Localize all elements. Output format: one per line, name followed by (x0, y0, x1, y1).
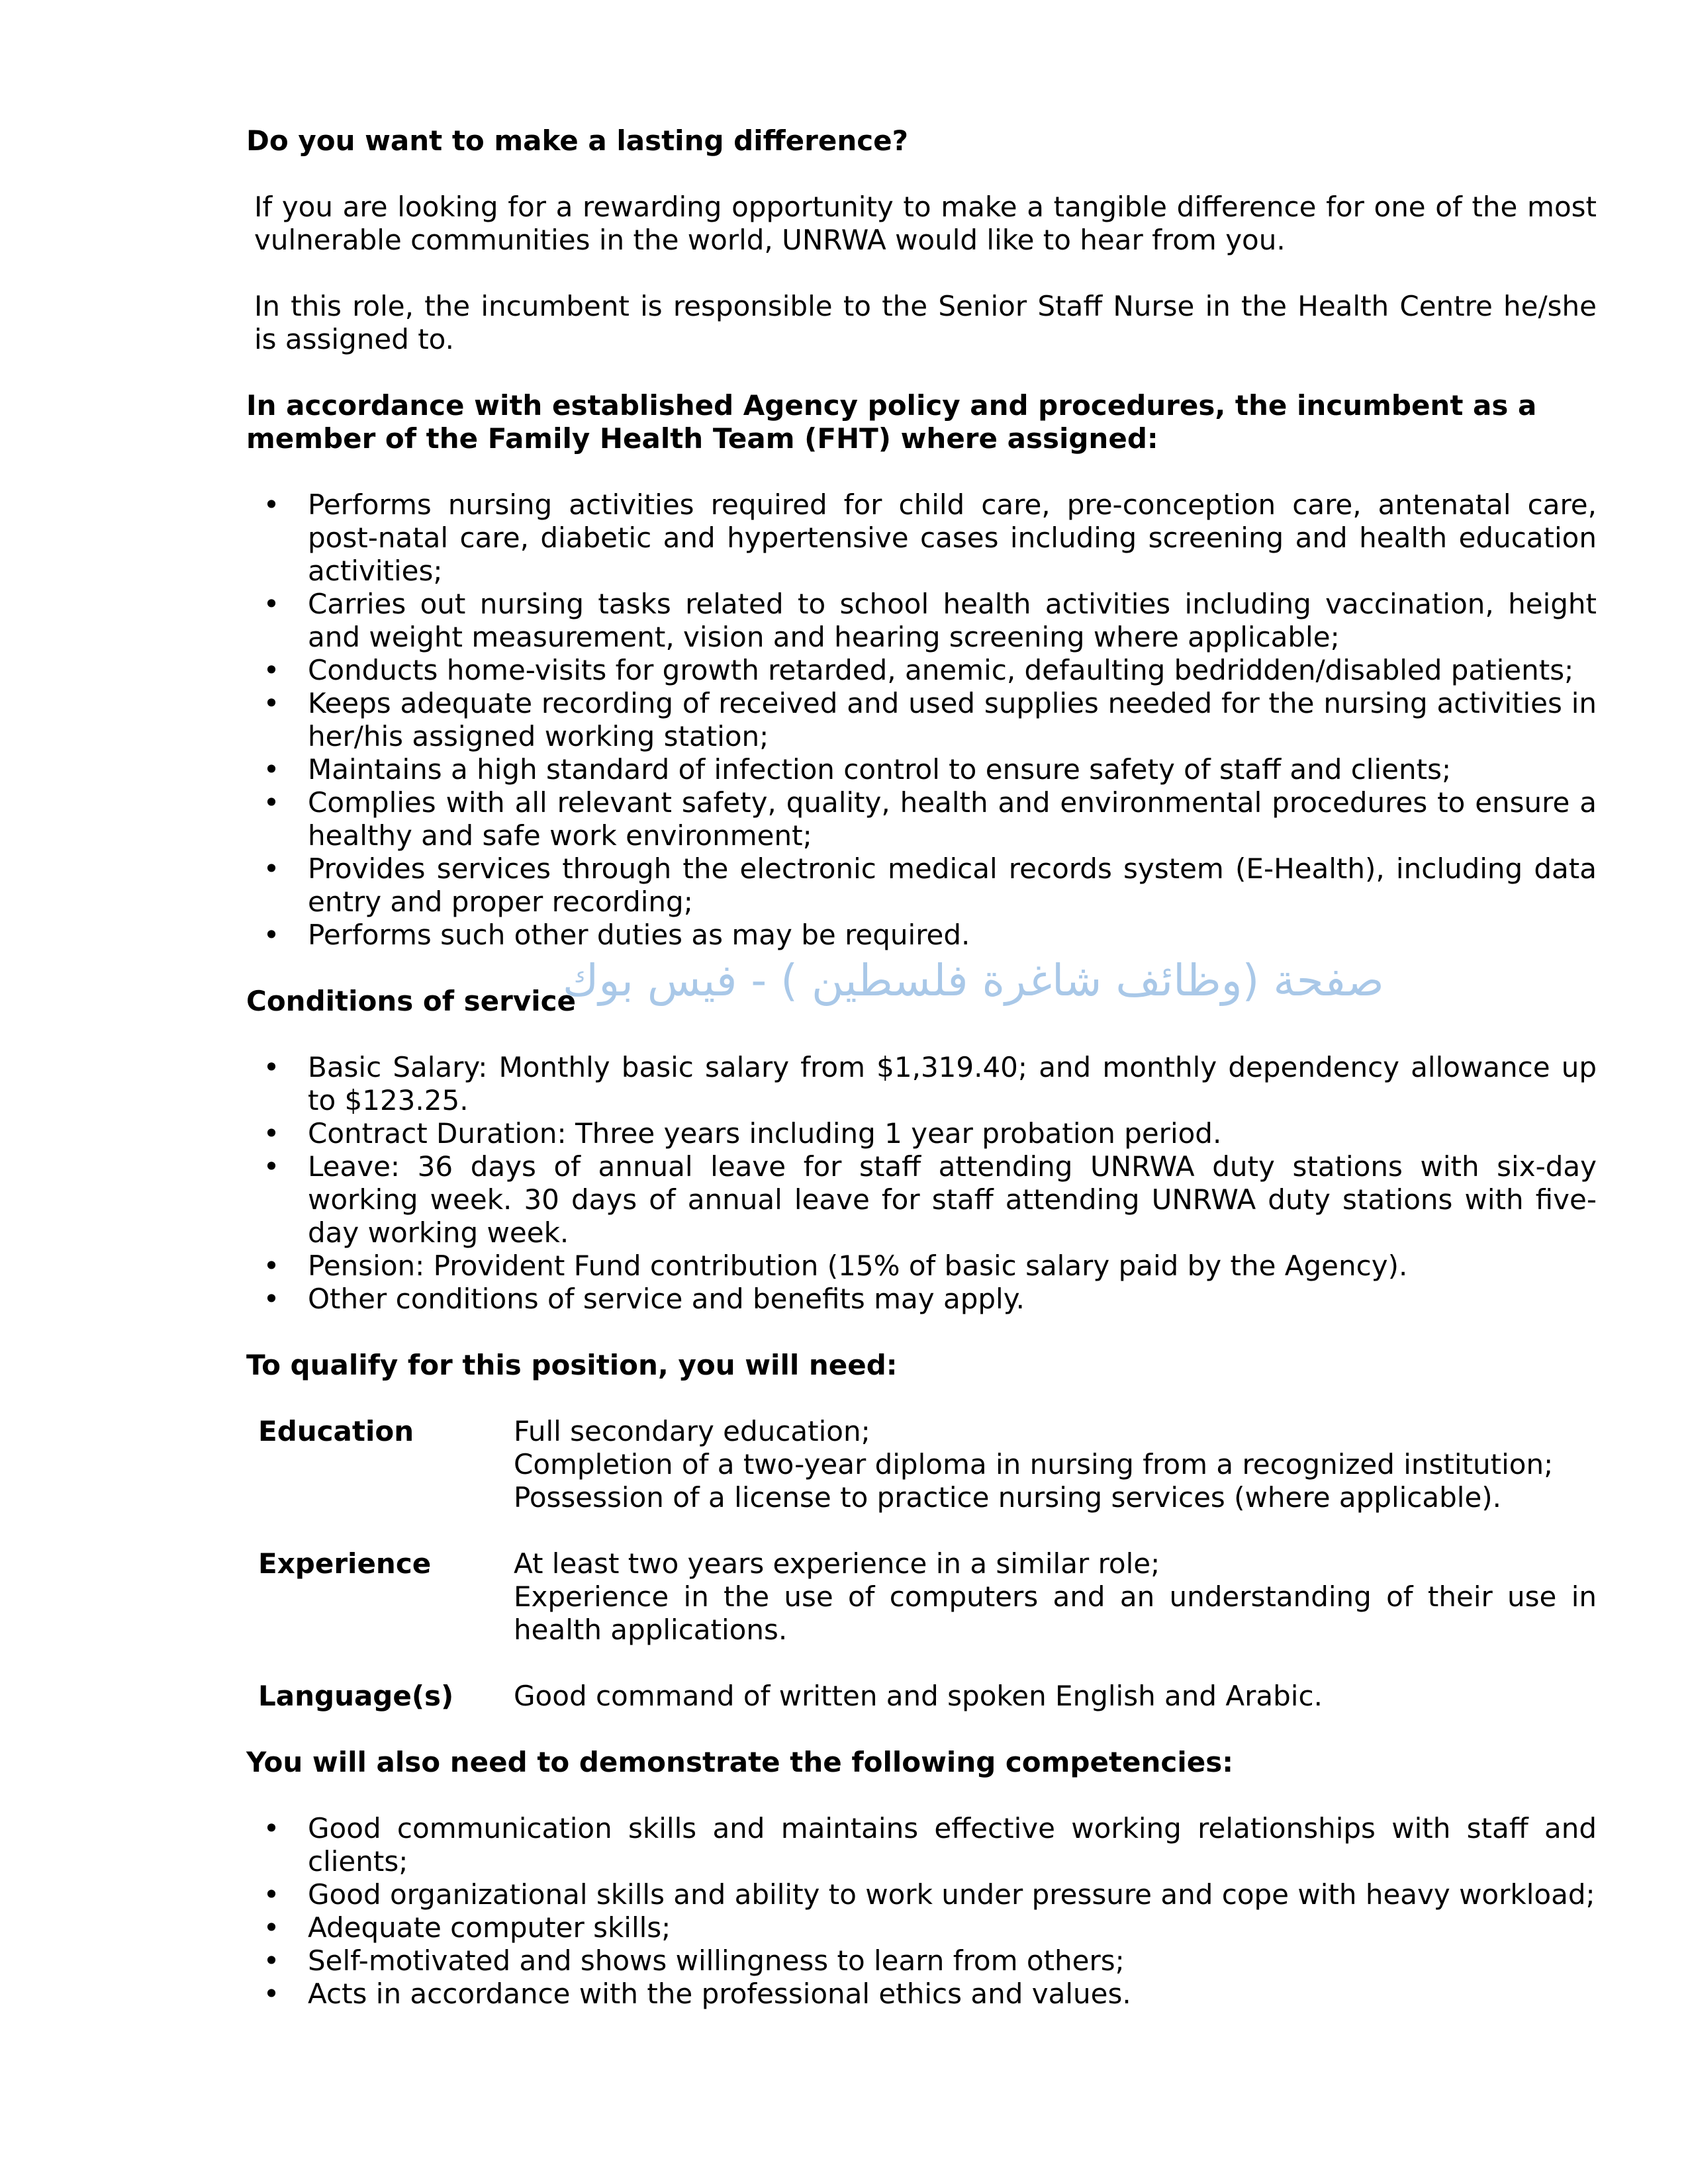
experience-label: Experience (258, 1547, 432, 1580)
competency-item: • Adequate computer skills; (246, 1911, 1597, 1944)
condition-item: • Other conditions of service and benefits may apply. (246, 1283, 1597, 1316)
experience-line: At least two years experience in a similar role; (514, 1547, 1160, 1580)
duties-heading: In accordance with established Agency policy and procedures, the incumbent as a member of the Family Health Team (FHT) where assigned: (246, 389, 1537, 455)
competencies-list (246, 1812, 1597, 2011)
bullet-icon: • (263, 1878, 280, 1911)
duties-list (246, 488, 1597, 952)
language-line: Good command of written and spoken English and Arabic. (514, 1680, 1323, 1712)
bullet-icon: • (263, 786, 280, 819)
intro-paragraph-1: If you are looking for a rewarding opportunity to make a tangible difference for one of the most vulnerable communities in the world, UNRWA would like to hear from you. (254, 191, 1597, 256)
bullet-icon: • (263, 488, 280, 521)
conditions-list (246, 1051, 1597, 1316)
competencies-heading: You will also need to demonstrate the following competencies: (246, 1746, 1233, 1778)
education-line: Possession of a license to practice nursing services (where applicable). (514, 1481, 1502, 1514)
bullet-icon: • (263, 1250, 280, 1282)
experience-requirements (514, 1547, 1597, 1647)
bullet-icon: • (263, 1812, 280, 1844)
bullet-icon: • (263, 919, 280, 951)
duty-item: • Keeps adequate recording of received and used supplies needed for the nursing activities in her/his assigned working station; (246, 687, 1597, 753)
competency-item: • Good organizational skills and ability to work under pressure and cope with heavy workload; (246, 1878, 1597, 1911)
duty-item: • Conducts home-visits for growth retarded, anemic, defaulting bedridden/disabled patients; (246, 654, 1597, 687)
bullet-icon: • (263, 588, 280, 620)
duty-item: • Maintains a high standard of infection control to ensure safety of staff and clients; (246, 753, 1597, 786)
duty-item: • Complies with all relevant safety, quality, health and environmental procedures to ensure a healthy and safe work environment; (246, 786, 1597, 852)
education-line: Full secondary education; (514, 1415, 870, 1447)
bullet-icon: • (263, 1978, 280, 2010)
bullet-icon: • (263, 852, 280, 885)
intro-paragraph-2: In this role, the incumbent is responsible to the Senior Staff Nurse in the Health Centre he/she is assigned to. (254, 290, 1597, 355)
bullet-icon: • (263, 1911, 280, 1944)
conditions-heading: Conditions of service (246, 985, 576, 1017)
experience-line: Experience in the use of computers and an understanding of their use in health applications. (514, 1580, 1597, 1646)
condition-item: • Leave: 36 days of annual leave for staff attending UNRWA duty stations with six-day working week. 30 days of annual leave for staff attending UNRWA duty stations with five-day working week. (246, 1150, 1597, 1250)
competency-item: • Self-motivated and shows willingness to learn from others; (246, 1944, 1597, 1978)
bullet-icon: • (263, 1150, 280, 1183)
duty-item: • Performs such other duties as may be required. (246, 919, 1597, 952)
education-label: Education (258, 1415, 414, 1447)
language-requirements (514, 1680, 1597, 1713)
bullet-icon: • (263, 1944, 280, 1977)
duty-item: • Provides services through the electronic medical records system (E-Health), including data entry and proper recording; (246, 852, 1597, 919)
qualify-heading: To qualify for this position, you will need: (246, 1349, 898, 1381)
bullet-icon: • (263, 753, 280, 786)
competency-item: • Acts in accordance with the professional ethics and values. (246, 1978, 1597, 2011)
duty-item: • Carries out nursing tasks related to school health activities including vaccination, height and weight measurement, vision and hearing screening where applicable; (246, 588, 1597, 654)
competency-item: • Good communication skills and maintains effective working relationships with staff and clients; (246, 1812, 1597, 1878)
bullet-icon: • (263, 1283, 280, 1315)
intro-heading: Do you want to make a lasting difference? (246, 124, 908, 157)
bullet-icon: • (263, 1117, 280, 1150)
condition-item: • Basic Salary: Monthly basic salary from $1,319.40; and monthly dependency allowance up to $123.25. (246, 1051, 1597, 1117)
condition-item: • Pension: Provident Fund contribution (15% of basic salary paid by the Agency). (246, 1250, 1597, 1283)
bullet-icon: • (263, 654, 280, 686)
education-requirements (514, 1415, 1597, 1514)
condition-item: • Contract Duration: Three years including 1 year probation period. (246, 1117, 1597, 1150)
education-line: Completion of a two-year diploma in nursing from a recognized institution; (514, 1448, 1554, 1480)
bullet-icon: • (263, 687, 280, 719)
language-label: Language(s) (258, 1680, 454, 1712)
duty-item: • Performs nursing activities required for child care, pre-conception care, antenatal care, post-natal care, diabetic and hypertensive cases including screening and health education activities; (246, 488, 1597, 588)
bullet-icon: • (263, 1051, 280, 1083)
watermark-text: صفحة (وظائف شاغرة فلسطين ) - فيس بوك (563, 955, 1384, 1006)
